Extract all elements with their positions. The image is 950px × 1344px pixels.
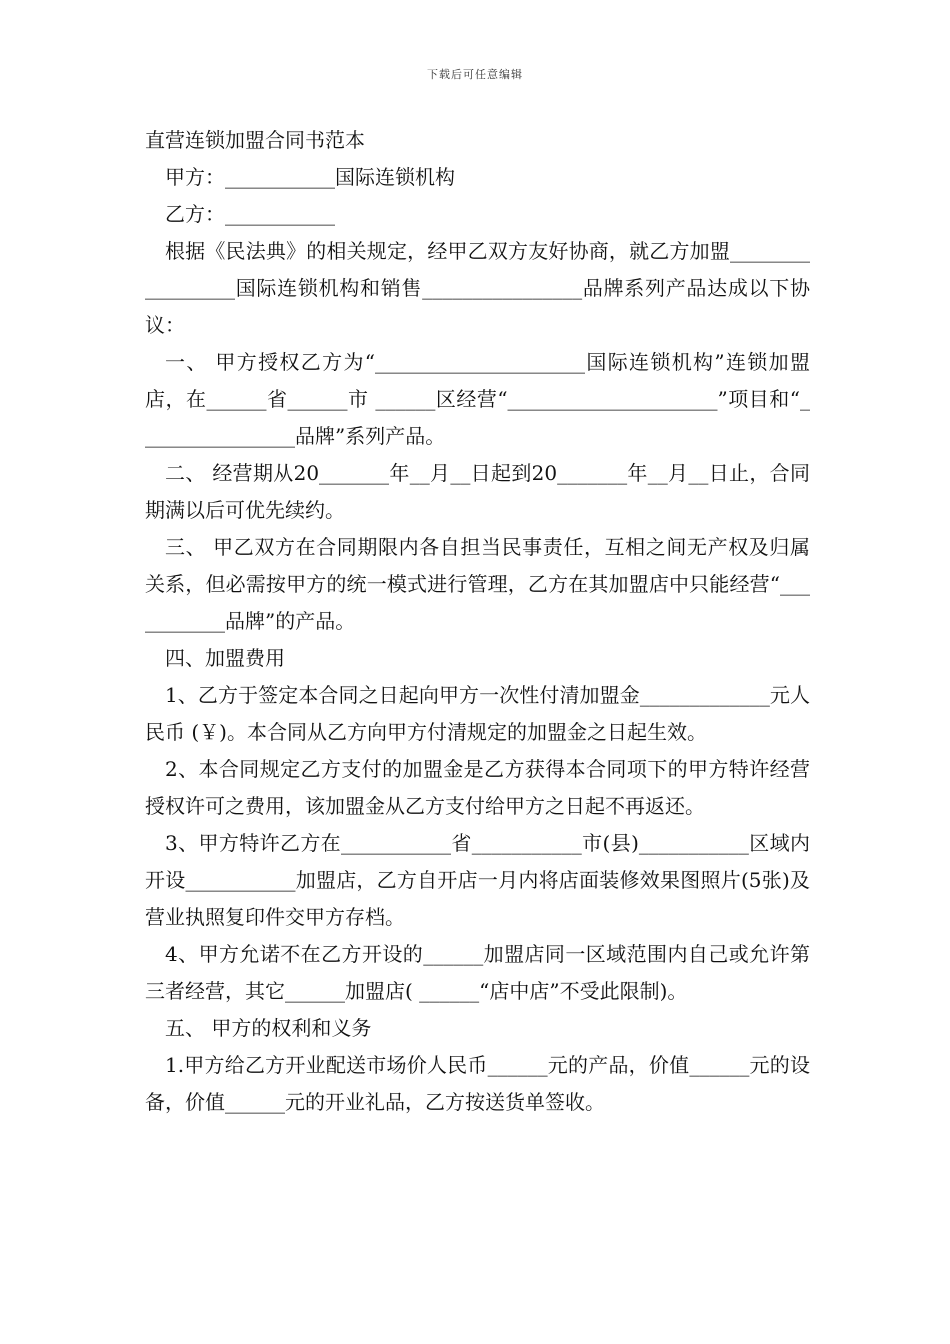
clause-3: 三、 甲乙双方在合同期限内各自担当民事责任，互相之间无产权及归属关系，但必需按甲方的统一模式进行管理，乙方在其加盟店中只能经营“___________品牌”的产品。 (145, 535, 810, 633)
item-4-2: 2、本合同规定乙方支付的加盟金是乙方获得本合同项下的甲方特许经营授权许可之费用，该加盟金从乙方支付给甲方之日起不再返还。 (145, 757, 810, 818)
clause-2: 二、 经营期从20_______年__月__日起到20_______年__月__日止，合同期满以后可优先续约。 (145, 461, 810, 522)
section-5-heading: 五、 甲方的权利和义务 (165, 1016, 372, 1040)
intro-paragraph: 根据《民法典》的相关规定，经甲乙双方友好协商，就乙方加盟_________________国际连锁机构和销售________________品牌系列产品达成以下协议： (145, 239, 810, 337)
party-b-line: 乙方：___________ (165, 202, 335, 226)
page-header: 下载后可任意编辑 (427, 68, 523, 81)
item-4-1: 1、乙方于签定本合同之日起向甲方一次性付清加盟金_____________元人民币 (￥)。本合同从乙方向甲方付清规定的加盟金之日起生效。 (145, 683, 810, 744)
clause-1: 一、 甲方授权乙方为“_____________________国际连锁机构”连锁加盟店，在______省______市 ______区经营“_____________________”项目和“________________品牌”系列产品。 (145, 350, 810, 448)
document-body (145, 122, 810, 1121)
item-4-4: 4、甲方允诺不在乙方开设的______加盟店同一区域范围内自己或允许第三者经营，其它______加盟店( ______“店中店”不受此限制)。 (145, 942, 810, 1003)
item-4-3: 3、甲方特许乙方在___________省___________市(县)___________区域内开设___________加盟店，乙方自开店一月内将店面装修效果图照片(5张)及营业执照复印件交甲方存档。 (145, 831, 810, 929)
document-title: 直营连锁加盟合同书范本 (145, 128, 365, 152)
party-a-line: 甲方：___________国际连锁机构 (165, 165, 455, 189)
section-4-heading: 四、加盟费用 (165, 646, 285, 670)
item-5-1: 1.甲方给乙方开业配送市场价人民币______元的产品，价值______元的设备，价值______元的开业礼品，乙方按送货单签收。 (145, 1053, 810, 1114)
